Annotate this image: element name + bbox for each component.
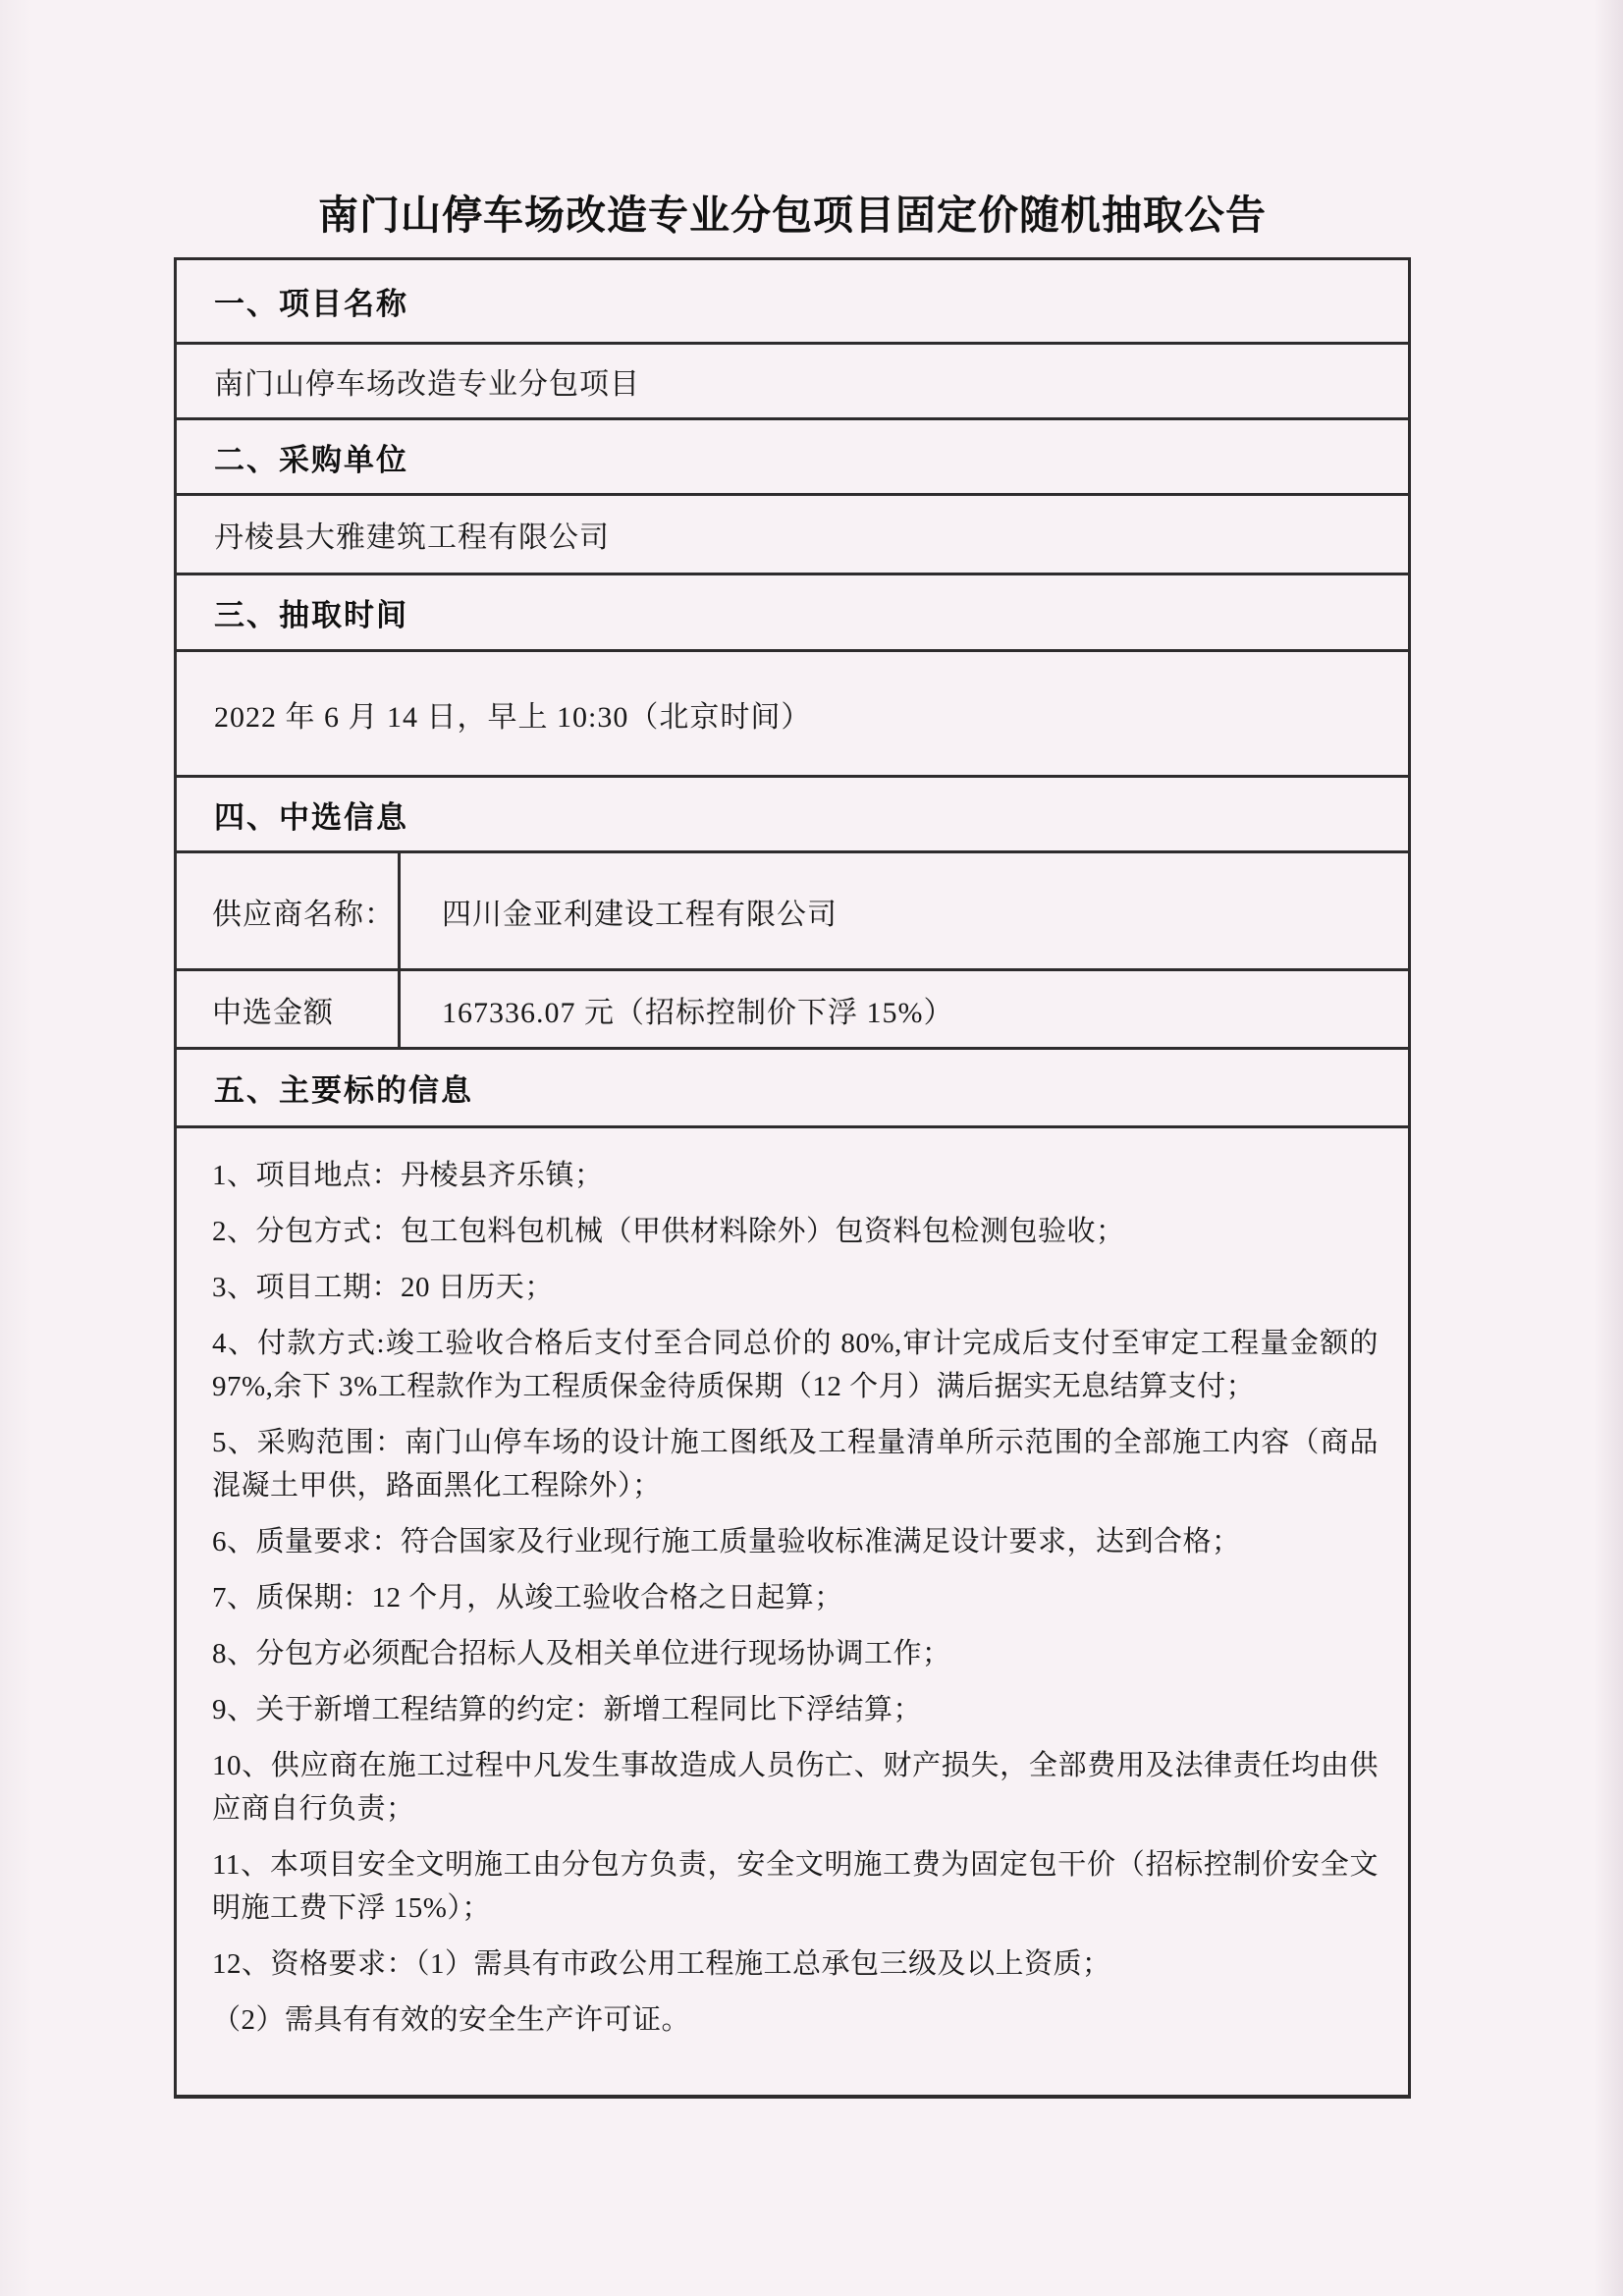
draw-time-value: 2022 年 6 月 14 日，早上 10:30（北京时间） (177, 649, 1408, 775)
supplier-name-value: 四川金亚利建设工程有限公司 (398, 853, 1408, 968)
section-3-header: 三、抽取时间 (177, 573, 1408, 649)
detail-item-6: 6、质量要求：符合国家及行业现行施工质量验收标准满足设计要求，达到合格； (212, 1526, 1241, 1558)
detail-item-1: 1、项目地点：丹棱县齐乐镇； (212, 1160, 604, 1191)
main-subject-details (177, 1125, 1408, 2095)
detail-item-11: 11、本项目安全文明施工由分包方负责，安全文明施工费为固定包干价（招标控制价安全文明施工费下浮 15%）； (212, 1849, 1379, 1924)
detail-item-12b: （2）需具有有效的安全生产许可证。 (212, 2004, 691, 2036)
announcement-table (174, 257, 1411, 2099)
section-2-header: 二、采购单位 (177, 417, 1408, 493)
detail-item-4: 4、付款方式:竣工验收合格后支付至合同总价的 80%,审计完成后支付至审定工程量金额的 97%,余下 3%工程款作为工程质保金待质保期（12 个月）满后据实无息结算支付； (212, 1328, 1379, 1402)
detail-item-12: 12、资格要求：（1）需具有市政公用工程施工总承包三级及以上资质； (212, 1948, 1111, 1980)
page-title: 南门山停车场改造专业分包项目固定价随机抽取公告 (318, 192, 1267, 238)
detail-item-2: 2、分包方式：包工包料包机械（甲供材料除外）包资料包检测包验收； (212, 1216, 1125, 1247)
detail-item-10: 10、供应商在施工过程中凡发生事故造成人员伤亡、财产损失，全部费用及法律责任均由供应商自行负责； (212, 1750, 1379, 1825)
amount-row (177, 968, 1408, 1047)
section-4-header: 四、中选信息 (177, 775, 1408, 850)
section-1-header: 一、项目名称 (214, 287, 408, 321)
supplier-row (177, 850, 1408, 968)
detail-item-3: 3、项目工期：20 日历天； (212, 1272, 554, 1303)
purchaser-value: 丹棱县大雅建筑工程有限公司 (177, 493, 1408, 573)
detail-item-5: 5、采购范围：南门山停车场的设计施工图纸及工程量清单所示范围的全部施工内容（商品混凝土甲供，路面黑化工程除外）； (212, 1427, 1379, 1502)
selected-amount-label: 中选金额 (212, 996, 334, 1029)
detail-item-7: 7、质保期：12 个月，从竣工验收合格之日起算； (212, 1582, 843, 1613)
supplier-name-label: 供应商名称： (212, 898, 395, 931)
section-5-header: 五、主要标的信息 (177, 1047, 1408, 1125)
project-name-value: 南门山停车场改造专业分包项目 (177, 342, 1408, 417)
detail-item-9: 9、关于新增工程结算的约定：新增工程同比下浮结算； (212, 1694, 923, 1725)
selected-amount-value: 167336.07 元（招标控制价下浮 15%） (398, 971, 1408, 1047)
detail-item-8: 8、分包方必须配合招标人及相关单位进行现场协调工作； (212, 1638, 951, 1669)
